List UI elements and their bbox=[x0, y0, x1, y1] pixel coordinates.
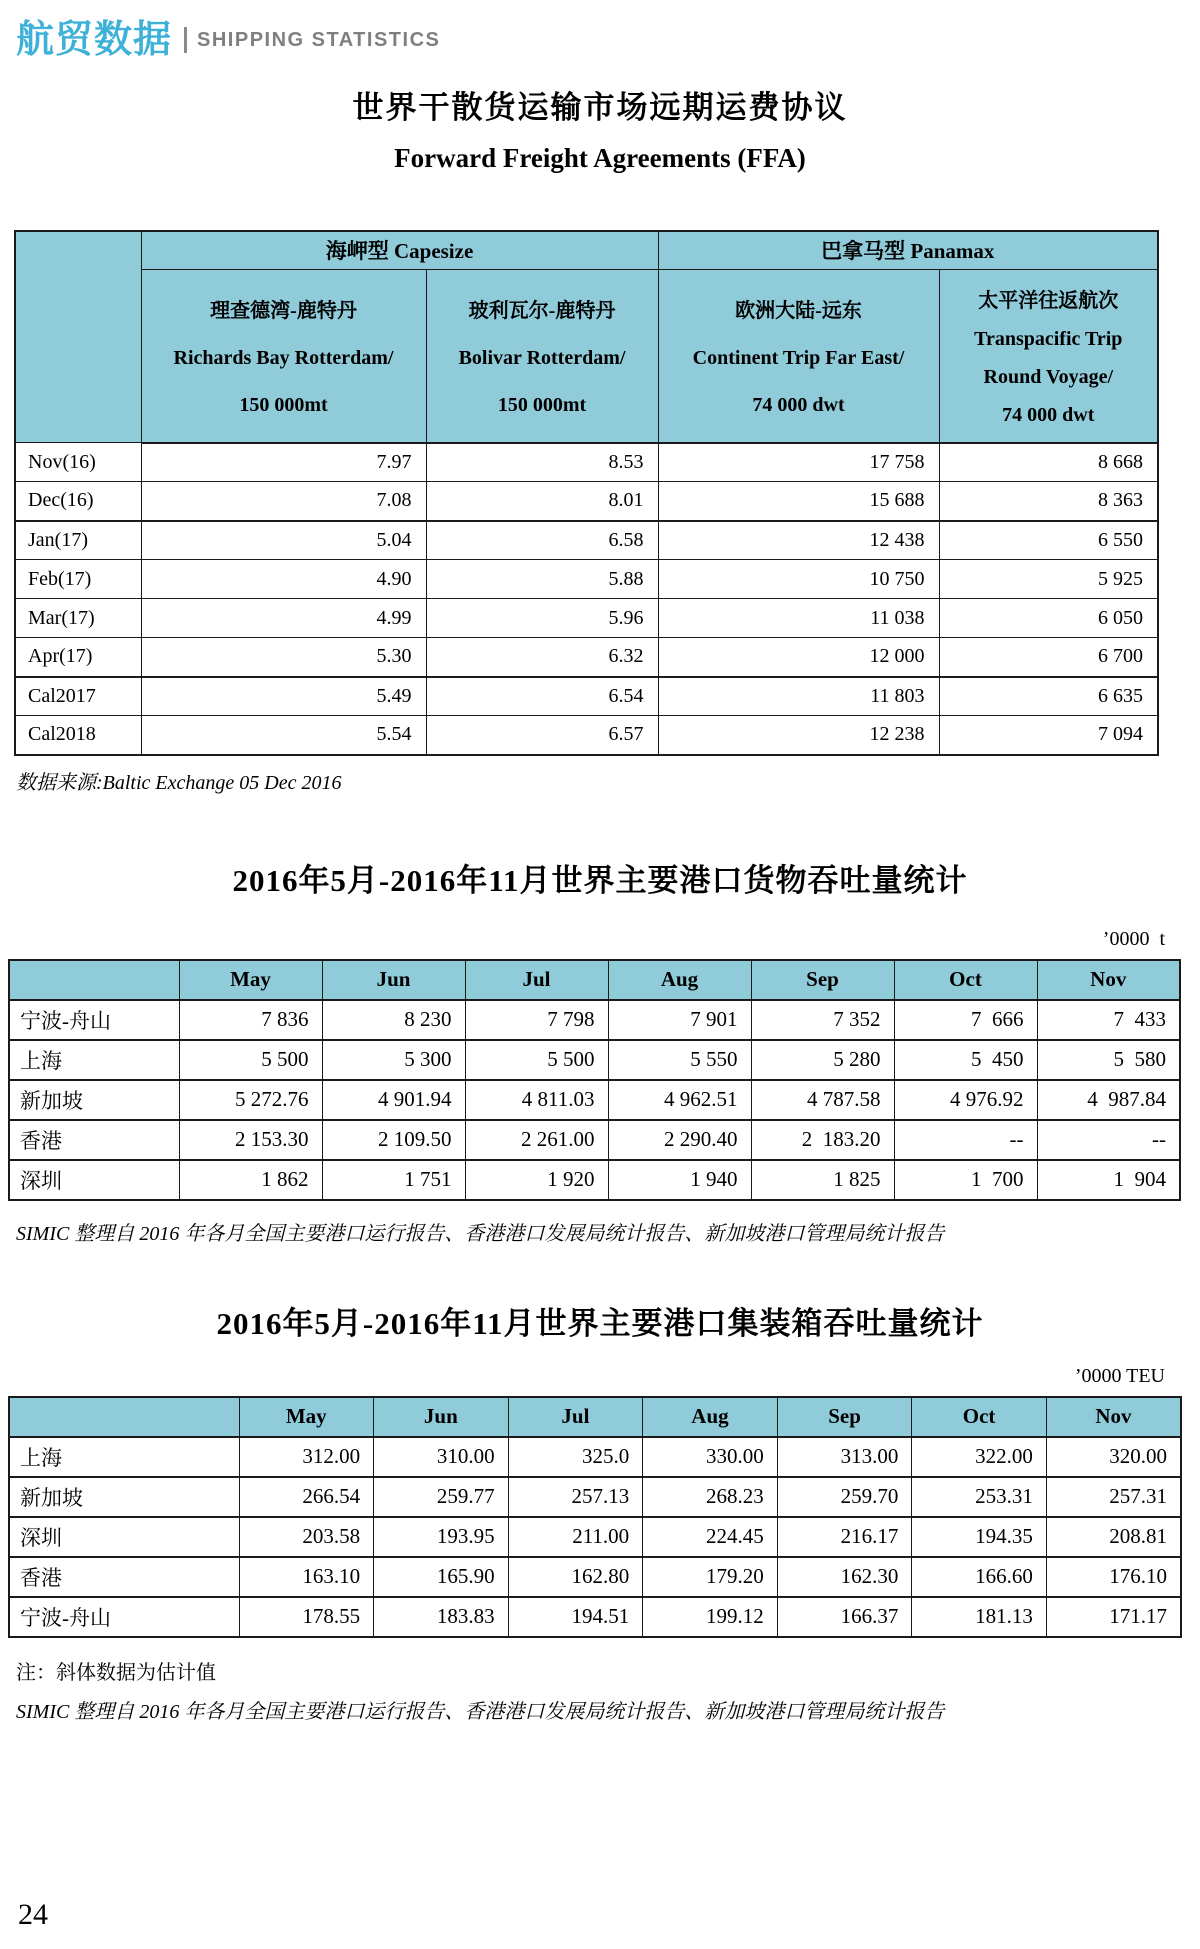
value-cell: 5 272.76 bbox=[179, 1080, 322, 1120]
value-cell: 1 920 bbox=[465, 1160, 608, 1200]
value-cell: 7 352 bbox=[751, 1000, 894, 1040]
row-label-cell: Dec(16) bbox=[15, 482, 141, 521]
value-cell: 1 904 bbox=[1037, 1160, 1180, 1200]
table-row bbox=[9, 1437, 1181, 1477]
port-label-cell: 香港 bbox=[9, 1120, 179, 1160]
value-cell: 10 750 bbox=[658, 560, 939, 599]
value-cell: 208.81 bbox=[1046, 1517, 1181, 1557]
table-row bbox=[15, 521, 1158, 560]
value-cell: 166.37 bbox=[777, 1597, 912, 1637]
row-label-cell: Cal2018 bbox=[15, 716, 141, 755]
container-throughput-table bbox=[8, 1396, 1182, 1638]
value-cell: 4 901.94 bbox=[322, 1080, 465, 1120]
value-cell: 211.00 bbox=[508, 1517, 643, 1557]
value-cell: 266.54 bbox=[239, 1477, 374, 1517]
month-header-cell: May bbox=[239, 1397, 374, 1437]
value-cell: 4 811.03 bbox=[465, 1080, 608, 1120]
value-cell: 253.31 bbox=[912, 1477, 1047, 1517]
col-line: 150 000mt bbox=[239, 394, 328, 417]
col-line: 74 000 dwt bbox=[1002, 403, 1095, 426]
col-line: 欧洲大陆-远东 bbox=[735, 299, 862, 322]
value-cell: -- bbox=[894, 1120, 1037, 1160]
value-cell: 8 230 bbox=[322, 1000, 465, 1040]
ffa-table bbox=[14, 230, 1159, 756]
value-cell: 199.12 bbox=[643, 1597, 778, 1637]
value-cell: 203.58 bbox=[239, 1517, 374, 1557]
value-cell: 8 363 bbox=[939, 482, 1158, 521]
value-cell: 5 500 bbox=[179, 1040, 322, 1080]
value-cell: 8.53 bbox=[426, 443, 658, 482]
value-cell: -- bbox=[1037, 1120, 1180, 1160]
value-cell: 1 862 bbox=[179, 1160, 322, 1200]
month-header-cell: Jul bbox=[508, 1397, 643, 1437]
month-header-cell: Sep bbox=[751, 960, 894, 1000]
value-cell: 1 751 bbox=[322, 1160, 465, 1200]
value-cell: 12 438 bbox=[658, 521, 939, 560]
unit-label: ’0000 t bbox=[1102, 927, 1165, 950]
port-label-cell: 深圳 bbox=[9, 1160, 179, 1200]
value-cell: 162.80 bbox=[508, 1557, 643, 1597]
value-cell: 5 580 bbox=[1037, 1040, 1180, 1080]
table-row bbox=[9, 1477, 1181, 1517]
value-cell: 7 433 bbox=[1037, 1000, 1180, 1040]
value-cell: 166.60 bbox=[912, 1557, 1047, 1597]
value-cell: 7 901 bbox=[608, 1000, 751, 1040]
value-cell: 7 666 bbox=[894, 1000, 1037, 1040]
value-cell: 8.01 bbox=[426, 482, 658, 521]
value-cell: 2 109.50 bbox=[322, 1120, 465, 1160]
port-label-cell: 深圳 bbox=[9, 1517, 239, 1557]
table-row bbox=[15, 638, 1158, 677]
table-row bbox=[15, 716, 1158, 755]
unit-label: ’0000 TEU bbox=[1074, 1364, 1165, 1387]
simic-note: SIMIC 整理自 2016 年各月全国主要港口运行报告、香港港口发展局统计报告、新加坡港口管理局统计报告 bbox=[16, 1700, 945, 1723]
value-cell: 2 153.30 bbox=[179, 1120, 322, 1160]
col-line: Transpacific Trip bbox=[974, 328, 1123, 351]
value-cell: 162.30 bbox=[777, 1557, 912, 1597]
value-cell: 313.00 bbox=[777, 1437, 912, 1477]
value-cell: 193.95 bbox=[374, 1517, 509, 1557]
value-cell: 6.54 bbox=[426, 677, 658, 716]
value-cell: 325.0 bbox=[508, 1437, 643, 1477]
row-label-cell: Jan(17) bbox=[15, 521, 141, 560]
table-row bbox=[9, 1000, 1180, 1040]
value-cell: 194.51 bbox=[508, 1597, 643, 1637]
port-label-cell: 新加坡 bbox=[9, 1477, 239, 1517]
page-number: 24 bbox=[18, 1898, 48, 1931]
port-label-cell: 宁波-舟山 bbox=[9, 1000, 179, 1040]
month-header-cell: Nov bbox=[1046, 1397, 1181, 1437]
value-cell: 259.77 bbox=[374, 1477, 509, 1517]
ffa-col-richards-bay bbox=[141, 269, 426, 443]
value-cell: 7 094 bbox=[939, 716, 1158, 755]
value-cell: 1 940 bbox=[608, 1160, 751, 1200]
value-cell: 7 798 bbox=[465, 1000, 608, 1040]
value-cell: 165.90 bbox=[374, 1557, 509, 1597]
simic-note: SIMIC 整理自 2016 年各月全国主要港口运行报告、香港港口发展局统计报告、新加坡港口管理局统计报告 bbox=[16, 1222, 945, 1245]
month-header-cell: Oct bbox=[912, 1397, 1047, 1437]
source-note: 数据来源:Baltic Exchange 05 Dec 2016 bbox=[16, 771, 342, 794]
value-cell: 6 635 bbox=[939, 677, 1158, 716]
value-cell: 259.70 bbox=[777, 1477, 912, 1517]
table-row bbox=[9, 1517, 1181, 1557]
port-label-cell: 新加坡 bbox=[9, 1080, 179, 1120]
table-row bbox=[15, 482, 1158, 521]
col-line: Richards Bay Rotterdam/ bbox=[173, 347, 394, 369]
value-cell: 2 261.00 bbox=[465, 1120, 608, 1160]
col-line: 太平洋往返航次 bbox=[978, 290, 1119, 313]
table-row bbox=[15, 443, 1158, 482]
page-title-en: Forward Freight Agreements (FFA) bbox=[394, 143, 806, 173]
value-cell: 6.58 bbox=[426, 521, 658, 560]
container-section-title: 2016年5月-2016年11月世界主要港口集装箱吞吐量统计 bbox=[216, 1305, 984, 1341]
value-cell: 5 300 bbox=[322, 1040, 465, 1080]
value-cell: 4.99 bbox=[141, 599, 426, 638]
value-cell: 176.10 bbox=[1046, 1557, 1181, 1597]
ffa-col-bolivar bbox=[426, 269, 658, 443]
table-row bbox=[15, 560, 1158, 599]
row-label-cell: Cal2017 bbox=[15, 677, 141, 716]
table-row bbox=[15, 677, 1158, 716]
value-cell: 12 000 bbox=[658, 638, 939, 677]
value-cell: 181.13 bbox=[912, 1597, 1047, 1637]
estimate-note: 注：斜体数据为估计值 bbox=[16, 1661, 216, 1684]
col-line: 理查德湾-鹿特丹 bbox=[210, 299, 357, 322]
value-cell: 4 976.92 bbox=[894, 1080, 1037, 1120]
value-cell: 178.55 bbox=[239, 1597, 374, 1637]
value-cell: 2 290.40 bbox=[608, 1120, 751, 1160]
value-cell: 312.00 bbox=[239, 1437, 374, 1477]
table-row bbox=[9, 1597, 1181, 1637]
value-cell: 163.10 bbox=[239, 1557, 374, 1597]
ffa-col-continent bbox=[658, 269, 939, 443]
month-header-cell: Jul bbox=[465, 960, 608, 1000]
value-cell: 5 280 bbox=[751, 1040, 894, 1080]
value-cell: 194.35 bbox=[912, 1517, 1047, 1557]
ffa-group-capesize: 海岬型 Capesize bbox=[141, 231, 658, 269]
value-cell: 183.83 bbox=[374, 1597, 509, 1637]
row-label-cell: Apr(17) bbox=[15, 638, 141, 677]
masthead-subtitle: SHIPPING STATISTICS bbox=[197, 28, 441, 51]
month-header-cell: May bbox=[179, 960, 322, 1000]
value-cell: 4 962.51 bbox=[608, 1080, 751, 1120]
value-cell: 17 758 bbox=[658, 443, 939, 482]
value-cell: 12 238 bbox=[658, 716, 939, 755]
table-row bbox=[9, 1080, 1180, 1120]
col-line: Bolivar Rotterdam/ bbox=[458, 347, 626, 369]
cargo-section-title: 2016年5月-2016年11月世界主要港口货物吞吐量统计 bbox=[232, 862, 968, 898]
page-title-zh: 世界干散货运输市场远期运费协议 bbox=[352, 90, 848, 125]
table-row bbox=[9, 1160, 1180, 1200]
month-header-cell: Oct bbox=[894, 960, 1037, 1000]
value-cell: 268.23 bbox=[643, 1477, 778, 1517]
value-cell: 6 550 bbox=[939, 521, 1158, 560]
ffa-group-panamax: 巴拿马型 Panamax bbox=[658, 231, 1158, 269]
port-label-cell: 上海 bbox=[9, 1437, 239, 1477]
month-header-cell: Jun bbox=[322, 960, 465, 1000]
value-cell: 5.30 bbox=[141, 638, 426, 677]
value-cell: 4 987.84 bbox=[1037, 1080, 1180, 1120]
value-cell: 5 500 bbox=[465, 1040, 608, 1080]
month-header-cell: Sep bbox=[777, 1397, 912, 1437]
ffa-col-transpacific bbox=[939, 269, 1158, 443]
value-cell: 4.90 bbox=[141, 560, 426, 599]
value-cell: 1 700 bbox=[894, 1160, 1037, 1200]
month-header-cell: Jun bbox=[374, 1397, 509, 1437]
col-line: 玻利瓦尔-鹿特丹 bbox=[468, 299, 616, 322]
value-cell: 6 050 bbox=[939, 599, 1158, 638]
ffa-corner-cell bbox=[15, 231, 141, 443]
value-cell: 5.49 bbox=[141, 677, 426, 716]
value-cell: 15 688 bbox=[658, 482, 939, 521]
col-line: Round Voyage/ bbox=[983, 365, 1114, 388]
month-header-cell: Aug bbox=[643, 1397, 778, 1437]
table-row bbox=[15, 599, 1158, 638]
value-cell: 11 038 bbox=[658, 599, 939, 638]
value-cell: 5 925 bbox=[939, 560, 1158, 599]
port-label-cell: 香港 bbox=[9, 1557, 239, 1597]
col-line: Continent Trip Far East/ bbox=[692, 347, 905, 369]
row-label-cell: Feb(17) bbox=[15, 560, 141, 599]
month-header-cell: Nov bbox=[1037, 960, 1180, 1000]
value-cell: 7.97 bbox=[141, 443, 426, 482]
value-cell: 224.45 bbox=[643, 1517, 778, 1557]
col-line: 74 000 dwt bbox=[752, 394, 845, 417]
value-cell: 179.20 bbox=[643, 1557, 778, 1597]
masthead bbox=[0, 0, 1200, 61]
corner-cell bbox=[9, 960, 179, 1000]
port-label-cell: 宁波-舟山 bbox=[9, 1597, 239, 1637]
corner-cell bbox=[9, 1397, 239, 1437]
value-cell: 216.17 bbox=[777, 1517, 912, 1557]
value-cell: 310.00 bbox=[374, 1437, 509, 1477]
port-label-cell: 上海 bbox=[9, 1040, 179, 1080]
value-cell: 7.08 bbox=[141, 482, 426, 521]
value-cell: 8 668 bbox=[939, 443, 1158, 482]
col-line: 150 000mt bbox=[497, 394, 587, 417]
table-row bbox=[9, 1040, 1180, 1080]
value-cell: 6.57 bbox=[426, 716, 658, 755]
value-cell: 4 787.58 bbox=[751, 1080, 894, 1120]
value-cell: 6.32 bbox=[426, 638, 658, 677]
cargo-throughput-table bbox=[8, 959, 1181, 1201]
table-row bbox=[9, 1120, 1180, 1160]
value-cell: 5.88 bbox=[426, 560, 658, 599]
value-cell: 11 803 bbox=[658, 677, 939, 716]
value-cell: 5.96 bbox=[426, 599, 658, 638]
value-cell: 257.13 bbox=[508, 1477, 643, 1517]
row-label-cell: Mar(17) bbox=[15, 599, 141, 638]
value-cell: 1 825 bbox=[751, 1160, 894, 1200]
month-header-cell: Aug bbox=[608, 960, 751, 1000]
value-cell: 5.54 bbox=[141, 716, 426, 755]
table-row bbox=[9, 1557, 1181, 1597]
value-cell: 6 700 bbox=[939, 638, 1158, 677]
row-label-cell: Nov(16) bbox=[15, 443, 141, 482]
value-cell: 257.31 bbox=[1046, 1477, 1181, 1517]
value-cell: 171.17 bbox=[1046, 1597, 1181, 1637]
value-cell: 5.04 bbox=[141, 521, 426, 560]
value-cell: 330.00 bbox=[643, 1437, 778, 1477]
value-cell: 5 450 bbox=[894, 1040, 1037, 1080]
value-cell: 2 183.20 bbox=[751, 1120, 894, 1160]
value-cell: 7 836 bbox=[179, 1000, 322, 1040]
value-cell: 320.00 bbox=[1046, 1437, 1181, 1477]
value-cell: 322.00 bbox=[912, 1437, 1047, 1477]
masthead-brand: 航贸数据 bbox=[16, 18, 173, 61]
value-cell: 5 550 bbox=[608, 1040, 751, 1080]
masthead-divider bbox=[184, 27, 187, 53]
